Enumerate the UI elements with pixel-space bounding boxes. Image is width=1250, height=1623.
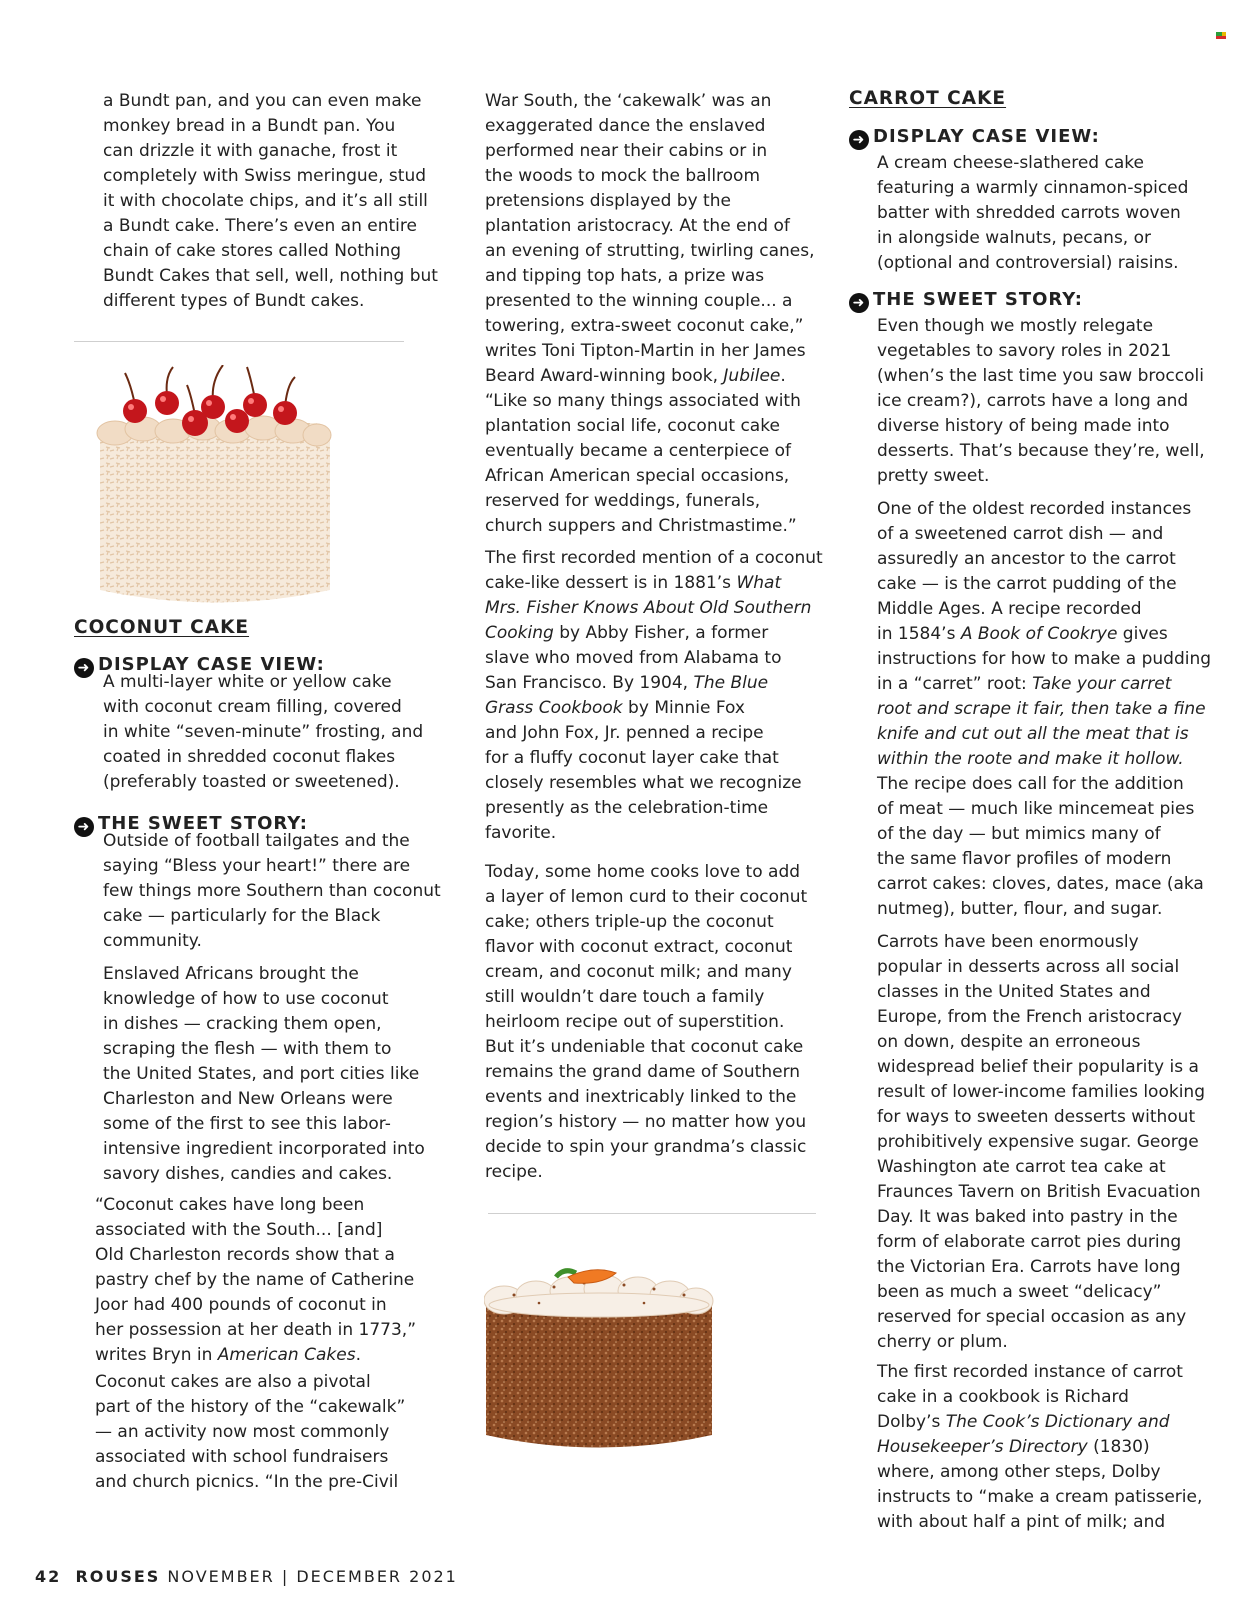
text-line: the Victorian Era. Carrots have long [877,1257,1181,1277]
text-line: still wouldn’t dare touch a family [485,987,765,1007]
label-text: DISPLAY CASE VIEW: [98,654,325,675]
text-line: recipe. [485,1162,543,1182]
text-line: “Coconut cakes have long been [95,1195,365,1215]
text-line: chain of cake stores called Nothing [103,241,402,261]
coconut-story-p4 [95,1370,405,1495]
text-line: on down, despite an erroneous [877,1032,1141,1052]
text-line: decide to spin your grandma’s classic [485,1137,807,1157]
text-line: been as much a sweet “delicacy” [877,1282,1162,1302]
text-line: scraping the flesh — with them to [103,1039,392,1059]
text-line: events and inextricably linked to the [485,1087,797,1107]
text-line: Joor had 400 pounds of coconut in [95,1295,387,1315]
carrot-display-label [849,126,1100,150]
text-line: nutmeg), butter, flour, and sugar. [877,899,1163,919]
coconut-story-p3: “Coconut cakes have long been associated with the South... [and] Old Charleston records show that a pastry chef by the name of Catherine Joor had 400 pounds of coconut in her possession at her death in 1773,” writes Bryn in American Cakes. [95,1195,417,1365]
text-line: A multi-layer white or yellow cake [103,672,392,692]
today-paragraph [485,860,807,1185]
text-line: widespread belief their popularity is a [877,1057,1199,1077]
text-line: Bundt Cakes that sell, well, nothing but [103,266,438,286]
text-line: performed near their cabins or in [485,141,768,161]
text-line: remains the grand dame of Southern [485,1062,801,1082]
arrow-right-icon: ➜ [849,293,869,313]
text-line: form of elaborate carrot pies during [877,1232,1182,1252]
page-footer [35,1567,458,1586]
text-line: intensive ingredient incorporated into [103,1139,425,1159]
text-line: A cream cheese-slathered cake [877,153,1144,173]
text-line: The recipe does call for the addition [877,774,1184,794]
text-line: towering, extra-sweet coconut cake,” [485,316,804,336]
text-line: can drizzle it with ganache, frost it [103,141,398,161]
text-line: associated with school fundraisers [95,1447,389,1467]
text-line: batter with shredded carrots woven [877,203,1181,223]
text-line: presently as the celebration-time [485,798,769,818]
text-line: Charleston and New Orleans were [103,1089,393,1109]
section-divider [488,1213,816,1214]
text-line: featuring a warmly cinnamon-spiced [877,178,1189,198]
text-line: (preferably toasted or sweetened). [103,772,400,792]
text-line: the United States, and port cities like [103,1064,420,1084]
text-line: Day. It was baked into pastry in the [877,1207,1178,1227]
text-line: pretty sweet. [877,466,990,486]
text-line: writes Toni Tipton-Martin in her James [485,341,806,361]
corner-color-mark [1216,36,1226,39]
text-line: of meat — much like mincemeat pies [877,799,1195,819]
arrow-right-icon: ➜ [74,817,94,837]
text-line: diverse history of being made into [877,416,1170,436]
text-line: a layer of lemon curd to their coconut [485,887,808,907]
text-line: church suppers and Christmastime.” [485,516,797,536]
text-line: Europe, from the French aristocracy [877,1007,1182,1027]
text-line: Even though we mostly relegate [877,316,1154,336]
text-line: Outside of football tailgates and the [103,831,410,851]
coconut-story-p1 [103,829,441,954]
text-line: community. [103,931,202,951]
carrot-story-p1 [877,314,1205,489]
text-line: eventually became a centerpiece of [485,441,792,461]
text-line: The first recorded instance of carrot [877,1362,1183,1382]
text-line: pretensions displayed by the [485,191,731,211]
text-line: an evening of strutting, twirling canes, [485,241,815,261]
text-line: and tipping top hats, a prize was [485,266,765,286]
text-line: the woods to mock the ballroom [485,166,761,186]
text-line: of a sweetened carrot dish — and [877,524,1164,544]
text-line: popular in desserts across all social [877,957,1180,977]
text-line: coated in shredded coconut flakes [103,747,396,767]
text-line: — an activity now most commonly [95,1422,390,1442]
text-line: few things more Southern than coconut [103,881,441,901]
text-line: Fraunces Tavern on British Evacuation [877,1182,1201,1202]
text-line: it with chocolate chips, and it’s all still [103,191,428,211]
label-text: THE SWEET STORY: [98,813,308,834]
text-line: different types of Bundt cakes. [103,291,365,311]
carrot-story-label [849,289,1083,313]
text-line: African American special occasions, [485,466,790,486]
text-line: One of the oldest recorded instances [877,499,1192,519]
text-line: flavor with coconut extract, coconut [485,937,793,957]
text-line: knowledge of how to use coconut [103,989,389,1009]
text-line: reserved for special occasion as any [877,1307,1187,1327]
text-line: a Bundt cake. There’s even an entire [103,216,417,236]
text-line: Coconut cakes are also a pivotal [95,1372,371,1392]
text-line: completely with Swiss meringue, stud [103,166,427,186]
carrot-story-p4: The first recorded instance of carrot cake in a cookbook is Richard Dolby’s The Cook’s Dictionary and Housekeeper’s Directory (1830) where, among other steps, Dolby instructs to “make a cream patisserie, with about half a pint of milk; and [877,1360,1202,1535]
text-line: prohibitively expensive sugar. George [877,1132,1199,1152]
text-line: cherry or plum. [877,1332,1008,1352]
text-line: Carrots have been enormously [877,932,1139,952]
text-line: Enslaved Africans brought the [103,964,359,984]
carrot-story-p3 [877,930,1205,1355]
text-line: cake in a cookbook is Richard [877,1387,1129,1407]
label-text: THE SWEET STORY: [873,289,1083,310]
label-text: DISPLAY CASE VIEW: [873,126,1100,147]
text-line: and John Fox, Jr. penned a recipe [485,723,764,743]
text-line: region’s history — no matter how you [485,1112,807,1132]
carrot-story-p2: One of the oldest recorded instances of a sweetened carrot dish — and assuredly an ancestor to the carrot cake — is the carrot pudding of the Middle Ages. A recipe recorded in 1584’s A Book of Cookrye gives instructions for how to make a pudding in a “carret” root: Take your carret root and scrape it fair, then take a fine knife and cut out all the meat that is within the roote and make it hollow. The recipe does call for the addition of meat — much like mincemeat pies of the day — but mimics many of the same flavor profiles of modern carrot cakes: cloves, dates, mace (aka nutmeg), butter, flour, and sugar. [877,497,1211,922]
text-line: where, among other steps, Dolby [877,1462,1161,1482]
text-line: carrot cakes: cloves, dates, mace (aka [877,874,1204,894]
coconut-display-text [103,670,423,795]
arrow-right-icon: ➜ [849,130,869,150]
arrow-right-icon: ➜ [74,658,94,678]
carrot-display-text [877,151,1188,276]
text-line: instructs to “make a cream patisserie, [877,1487,1203,1507]
bundt-paragraph [103,89,438,314]
text-line: her possession at her death in 1773,” [95,1320,417,1340]
coconut-story-p2 [103,962,425,1187]
page-number: 42 [35,1567,62,1586]
text-line: favorite. [485,823,557,843]
cakewalk-paragraph: War South, the ‘cakewalk’ was an exaggerated dance the enslaved performed near their cabins or in the woods to mock the ballroom pretensions displayed by the plantation aristocracy. At the end of an evening of strutting, twirling canes, and tipping top hats, a prize was presented to the winning couple... a towering, extra-sweet coconut cake,” writes Toni Tipton-Martin in her James Beard Award-winning book, Jubilee. “Like so many things associated with plantation social life, coconut cake eventually became a centerpiece of African American special occasions, reserved for weddings, funerals, church suppers and Christmastime.” [485,89,815,539]
text-line: ice cream?), carrots have a long and [877,391,1189,411]
text-line: for a fluffy coconut layer cake that [485,748,779,768]
text-line: Middle Ages. A recipe recorded [877,599,1142,619]
text-line: reserved for weddings, funerals, [485,491,761,511]
text-line: for ways to sweeten desserts without [877,1107,1196,1127]
text-line: cake; others triple-up the coconut [485,912,774,932]
text-line: root and scrape it fair, then take a fine [877,699,1206,719]
first-recorded-paragraph: The first recorded mention of a coconut cake-like dessert is in 1881’s What Mrs. Fisher Knows About Old Southern Cooking by Abby Fisher, a former slave who moved from Alabama to San Francisco. By 1904, The Blue Grass Cookbook by Minnie Fox and John Fox, Jr. penned a recipe for a fluffy coconut layer cake that closely resembles what we recognize presently as the celebration-time favorite. [485,546,823,846]
text-line: within the roote and make it hollow. [877,749,1184,769]
text-line: of the day — but mimics many of [877,824,1161,844]
text-line: classes in the United States and [877,982,1151,1002]
text-line: in alongside walnuts, pecans, or [877,228,1152,248]
text-line: cream, and coconut milk; and many [485,962,792,982]
text-line: “Like so many things associated with [485,391,801,411]
text-line: (when’s the last time you saw broccoli [877,366,1204,386]
text-line: in dishes — cracking them open, [103,1014,382,1034]
text-line: Washington ate carrot tea cake at [877,1157,1166,1177]
text-line: plantation aristocracy. At the end of [485,216,790,236]
text-line: But it’s undeniable that coconut cake [485,1037,804,1057]
text-line: pastry chef by the name of Catherine [95,1270,415,1290]
coconut-cake-heading: COCONUT CAKE [74,617,250,638]
text-line: savory dishes, candies and cakes. [103,1164,393,1184]
text-line: a Bundt pan, and you can even make [103,91,422,111]
text-line: vegetables to savory roles in 2021 [877,341,1172,361]
text-line: Old Charleston records show that a [95,1245,395,1265]
text-line: closely resembles what we recognize [485,773,802,793]
text-line: heirloom recipe out of superstition. [485,1012,785,1032]
text-line: saying “Bless your heart!” there are [103,856,411,876]
text-line: with coconut cream filling, covered [103,697,402,717]
text-line: the same flavor profiles of modern [877,849,1172,869]
text-line: cake — particularly for the Black [103,906,381,926]
text-line: exaggerated dance the enslaved [485,116,766,136]
text-line: and church picnics. “In the pre-Civil [95,1472,399,1492]
text-line: cake — is the carrot pudding of the [877,574,1177,594]
text-line: in white “seven-minute” frosting, and [103,722,424,742]
text-line: with about half a pint of milk; and [877,1512,1166,1532]
carrot-cake-heading: CARROT CAKE [849,88,1007,109]
text-line: Today, some home cooks love to add [485,862,801,882]
text-line: knife and cut out all the meat that is [877,724,1189,744]
text-line: some of the first to see this labor- [103,1114,391,1134]
text-line: plantation social life, coconut cake [485,416,780,436]
text-line: part of the history of the “cakewalk” [95,1397,406,1417]
text-line: monkey bread in a Bundt pan. You [103,116,396,136]
text-line: assuredly an ancestor to the carrot [877,549,1176,569]
text-line: presented to the winning couple... a [485,291,793,311]
section-divider [74,341,404,342]
coconut-cake-illustration [95,365,335,610]
text-line: result of lower-income families looking [877,1082,1205,1102]
text-line: desserts. That’s because they’re, well, [877,441,1205,461]
carrot-cake-illustration [484,1255,714,1455]
issue-date: NOVEMBER | DECEMBER 2021 [167,1567,458,1586]
brand-name: ROUSES [75,1567,161,1586]
text-line: (optional and controversial) raisins. [877,253,1179,273]
text-line: associated with the South... [and] [95,1220,383,1240]
text-line: War South, the ‘cakewalk’ was an [485,91,772,111]
